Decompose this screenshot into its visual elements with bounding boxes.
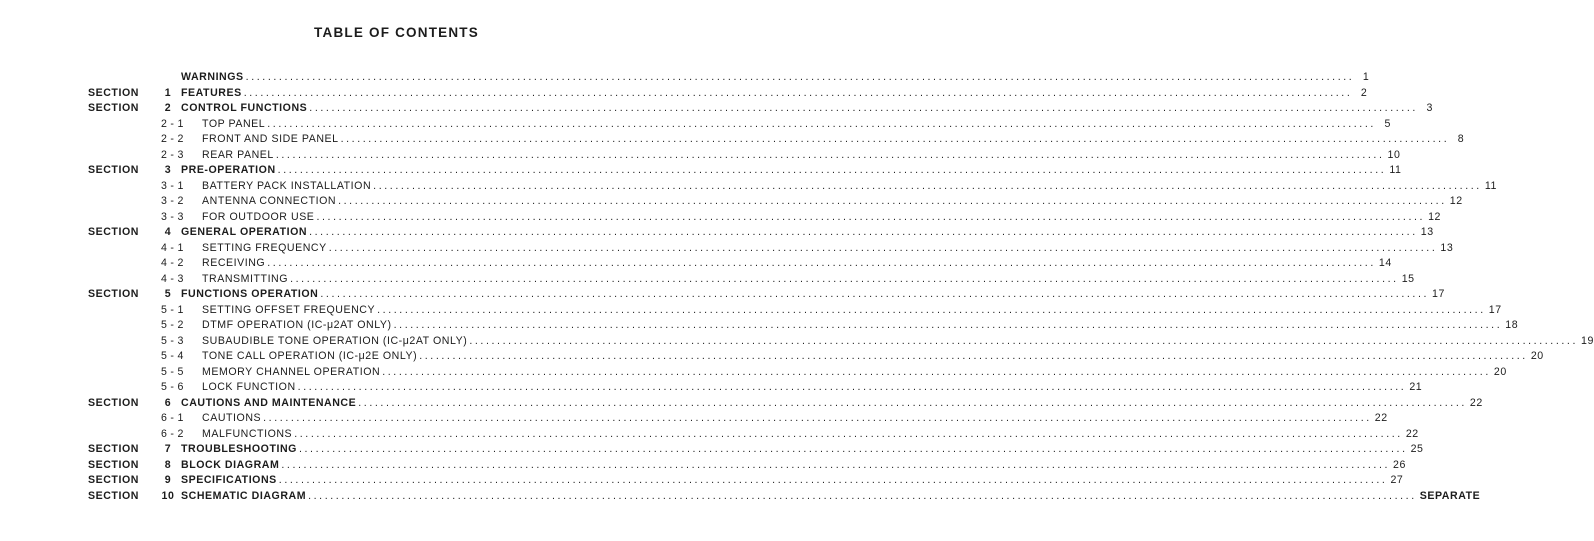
entry-title: FRONT AND SIDE PANEL bbox=[202, 133, 339, 145]
toc-entry bbox=[181, 473, 1404, 489]
entry-title: TONE CALL OPERATION (IC-μ2E ONLY) bbox=[202, 350, 418, 362]
section-label: SECTION bbox=[88, 396, 139, 409]
toc-entry bbox=[202, 411, 1388, 427]
subsection-number: 4 - 3 bbox=[161, 272, 184, 285]
page-number: 15 bbox=[1401, 272, 1415, 285]
section-label: SECTION bbox=[88, 226, 139, 238]
entry-title: PRE-OPERATION bbox=[181, 164, 276, 176]
toc-row bbox=[0, 380, 1423, 396]
page-number: 8 bbox=[1457, 133, 1465, 145]
toc-row bbox=[0, 241, 1454, 257]
section-label: SECTION bbox=[88, 458, 139, 471]
toc-entry bbox=[202, 318, 1519, 334]
entry-title: RECEIVING bbox=[202, 257, 266, 269]
page-number: 13 bbox=[1440, 241, 1454, 254]
dot-leader: ........................................................................................................................................................................................................ bbox=[277, 164, 1387, 176]
toc-row bbox=[0, 132, 1465, 148]
section-number: 8 bbox=[164, 458, 172, 471]
entry-title: SUBAUDIBLE TONE OPERATION (IC-μ2AT ONLY) bbox=[202, 334, 468, 347]
dot-leader: ........................................................................................................................................................................................................ bbox=[469, 334, 1578, 347]
page-number: 20 bbox=[1530, 350, 1544, 362]
dot-leader: ........................................................................................................................................................................................................ bbox=[393, 319, 1503, 331]
entry-title: FOR OUTDOOR USE bbox=[202, 210, 315, 223]
entry-title: GENERAL OPERATION bbox=[181, 226, 308, 238]
dot-leader: ........................................................................................................................................................................................................ bbox=[358, 396, 1467, 409]
toc-entry bbox=[181, 70, 1370, 86]
toc-entry bbox=[181, 86, 1368, 102]
entry-title: LOCK FUNCTION bbox=[202, 381, 296, 393]
toc-entry bbox=[202, 117, 1391, 133]
page-number: 10 bbox=[1387, 148, 1401, 161]
toc-row bbox=[0, 365, 1507, 381]
page-number: 14 bbox=[1378, 257, 1392, 269]
page-number: 12 bbox=[1449, 195, 1463, 207]
subsection-number: 6 - 2 bbox=[161, 427, 184, 440]
section-label: SECTION bbox=[88, 489, 139, 502]
toc-entry bbox=[202, 210, 1441, 226]
dot-leader: ........................................................................................................................................................................................................ bbox=[328, 241, 1438, 254]
dot-leader: ........................................................................................................................................................................................................ bbox=[281, 458, 1391, 471]
toc-row bbox=[0, 86, 1368, 102]
page-number: 5 bbox=[1384, 117, 1391, 130]
toc-entry bbox=[181, 287, 1445, 303]
section-number: 3 bbox=[164, 164, 172, 176]
entry-title: SETTING FREQUENCY bbox=[202, 241, 327, 254]
toc-entry bbox=[202, 194, 1463, 210]
subsection-number: 4 - 2 bbox=[161, 257, 184, 269]
entry-title: CAUTIONS AND MAINTENANCE bbox=[181, 396, 357, 409]
section-number: 4 bbox=[164, 226, 172, 238]
toc-row bbox=[0, 179, 1497, 195]
toc-row bbox=[0, 427, 1419, 443]
entry-title: SCHEMATIC DIAGRAM bbox=[181, 489, 307, 502]
toc-row bbox=[0, 287, 1445, 303]
toc-entry bbox=[181, 225, 1434, 241]
toc-entry bbox=[202, 179, 1497, 195]
toc-entry bbox=[181, 101, 1433, 117]
dot-leader: ........................................................................................................................................................................................................ bbox=[308, 489, 1417, 502]
subsection-number: 3 - 2 bbox=[161, 195, 184, 207]
section-label: SECTION bbox=[88, 86, 139, 99]
toc-entry bbox=[181, 396, 1483, 412]
section-number: 6 bbox=[164, 396, 172, 409]
page-number: SEPARATE bbox=[1419, 489, 1481, 502]
dot-leader: ........................................................................................................................................................................................................ bbox=[243, 86, 1353, 99]
entry-title: BLOCK DIAGRAM bbox=[181, 458, 280, 471]
dot-leader: ........................................................................................................................................................................................................ bbox=[340, 133, 1450, 145]
entry-title: TROUBLESHOOTING bbox=[181, 443, 297, 455]
entry-title: TOP PANEL bbox=[202, 117, 266, 130]
toc-row bbox=[0, 303, 1502, 319]
dot-leader: ........................................................................................................................................................................................................ bbox=[373, 179, 1482, 192]
subsection-number: 2 - 3 bbox=[161, 148, 184, 161]
toc-entry bbox=[181, 458, 1406, 474]
dot-leader: ........................................................................................................................................................................................................ bbox=[377, 303, 1486, 316]
page-number: 17 bbox=[1432, 288, 1445, 300]
page-number: 22 bbox=[1405, 427, 1419, 440]
section-label: SECTION bbox=[88, 474, 139, 486]
section-label: SECTION bbox=[88, 288, 139, 300]
subsection-number: 3 - 1 bbox=[161, 179, 184, 192]
toc-row bbox=[0, 117, 1391, 133]
dot-leader: ........................................................................................................................................................................................................ bbox=[419, 350, 1528, 362]
page-number: 19 bbox=[1581, 334, 1594, 347]
dot-leader: ........................................................................................................................................................................................................ bbox=[297, 381, 1407, 393]
toc-row bbox=[0, 458, 1406, 474]
toc-row bbox=[0, 334, 1594, 350]
entry-title: CONTROL FUNCTIONS bbox=[181, 102, 308, 114]
section-number: 7 bbox=[164, 443, 172, 455]
dot-leader: ........................................................................................................................................................................................................ bbox=[320, 288, 1430, 300]
toc-entry bbox=[202, 272, 1415, 288]
page-number: 20 bbox=[1493, 365, 1507, 378]
entry-title: REAR PANEL bbox=[202, 148, 274, 161]
toc-row bbox=[0, 396, 1483, 412]
page-number: 11 bbox=[1484, 179, 1497, 192]
toc-row bbox=[0, 318, 1519, 334]
subsection-number: 3 - 3 bbox=[161, 210, 184, 223]
dot-leader: ........................................................................................................................................................................................................ bbox=[245, 71, 1355, 83]
dot-leader: ........................................................................................................................................................................................................ bbox=[275, 148, 1385, 161]
page-number: 18 bbox=[1505, 319, 1519, 331]
dot-leader: ........................................................................................................................................................................................................ bbox=[382, 365, 1491, 378]
dot-leader: ........................................................................................................................................................................................................ bbox=[278, 474, 1388, 486]
dot-leader: ........................................................................................................................................................................................................ bbox=[316, 210, 1426, 223]
section-number: 9 bbox=[164, 474, 172, 486]
page-number: 21 bbox=[1409, 381, 1423, 393]
entry-title: BATTERY PACK INSTALLATION bbox=[202, 179, 372, 192]
toc-entry bbox=[202, 427, 1419, 443]
page-title: TABLE OF CONTENTS bbox=[314, 25, 479, 40]
entry-title: CAUTIONS bbox=[202, 412, 262, 424]
subsection-number: 5 - 6 bbox=[161, 381, 184, 393]
page-number: 26 bbox=[1393, 458, 1406, 471]
subsection-number: 5 - 5 bbox=[161, 365, 184, 378]
dot-leader: ........................................................................................................................................................................................................ bbox=[267, 117, 1376, 130]
toc-row bbox=[0, 163, 1402, 179]
toc-row bbox=[0, 148, 1401, 164]
section-number: 10 bbox=[161, 489, 175, 502]
section-label: SECTION bbox=[88, 443, 139, 455]
toc-entry bbox=[202, 349, 1544, 365]
toc-row bbox=[0, 225, 1434, 241]
page-number: 27 bbox=[1390, 474, 1404, 486]
section-label: SECTION bbox=[88, 164, 139, 176]
dot-leader: ........................................................................................................................................................................................................ bbox=[267, 257, 1376, 269]
subsection-number: 5 - 4 bbox=[161, 350, 184, 362]
subsection-number: 5 - 3 bbox=[161, 334, 184, 347]
section-number: 5 bbox=[164, 288, 172, 300]
toc-row bbox=[0, 473, 1404, 489]
toc-entry bbox=[202, 256, 1392, 272]
toc-row bbox=[0, 272, 1415, 288]
page-number: 12 bbox=[1428, 210, 1441, 223]
page-number: 3 bbox=[1426, 102, 1433, 114]
toc-list bbox=[0, 70, 1594, 504]
section-number: 1 bbox=[164, 86, 172, 99]
dot-leader: ........................................................................................................................................................................................................ bbox=[309, 226, 1418, 238]
toc-row bbox=[0, 194, 1463, 210]
entry-title: SPECIFICATIONS bbox=[181, 474, 277, 486]
entry-title: MALFUNCTIONS bbox=[202, 427, 293, 440]
subsection-number: 2 - 1 bbox=[161, 117, 184, 130]
entry-title: MEMORY CHANNEL OPERATION bbox=[202, 365, 381, 378]
dot-leader: ........................................................................................................................................................................................................ bbox=[290, 272, 1399, 285]
page-number: 22 bbox=[1469, 396, 1483, 409]
subsection-number: 5 - 1 bbox=[161, 303, 184, 316]
entry-title: WARNINGS bbox=[181, 71, 244, 83]
toc-row bbox=[0, 210, 1441, 226]
subsection-number: 2 - 2 bbox=[161, 133, 184, 145]
entry-title: TRANSMITTING bbox=[202, 272, 289, 285]
toc-row bbox=[0, 70, 1370, 86]
subsection-number: 5 - 2 bbox=[161, 319, 184, 331]
toc-entry bbox=[202, 365, 1507, 381]
page-number: 25 bbox=[1410, 443, 1424, 455]
section-number: 2 bbox=[164, 102, 172, 114]
toc-entry bbox=[202, 380, 1423, 396]
toc-entry bbox=[202, 334, 1594, 350]
toc-row bbox=[0, 442, 1424, 458]
subsection-number: 6 - 1 bbox=[161, 412, 184, 424]
toc-entry bbox=[202, 241, 1454, 257]
toc-row bbox=[0, 411, 1388, 427]
toc-entry bbox=[202, 148, 1401, 164]
toc-row bbox=[0, 256, 1392, 272]
entry-title: FUNCTIONS OPERATION bbox=[181, 288, 319, 300]
toc-entry bbox=[181, 489, 1481, 505]
entry-title: SETTING OFFSET FREQUENCY bbox=[202, 303, 376, 316]
toc-row bbox=[0, 349, 1544, 365]
toc-entry bbox=[181, 442, 1424, 458]
toc-entry bbox=[202, 132, 1465, 148]
dot-leader: ........................................................................................................................................................................................................ bbox=[298, 443, 1408, 455]
dot-leader: ........................................................................................................................................................................................................ bbox=[294, 427, 1403, 440]
toc-row bbox=[0, 489, 1481, 505]
page-number: 1 bbox=[1362, 71, 1370, 83]
entry-title: FEATURES bbox=[181, 86, 242, 99]
subsection-number: 4 - 1 bbox=[161, 241, 184, 254]
dot-leader: ........................................................................................................................................................................................................ bbox=[309, 102, 1418, 114]
toc-row bbox=[0, 101, 1433, 117]
dot-leader: ........................................................................................................................................................................................................ bbox=[263, 412, 1372, 424]
section-label: SECTION bbox=[88, 102, 139, 114]
page-number: 22 bbox=[1374, 412, 1388, 424]
toc-entry bbox=[202, 303, 1502, 319]
page-number: 17 bbox=[1488, 303, 1502, 316]
page-number: 2 bbox=[1360, 86, 1368, 99]
page-number: 11 bbox=[1389, 164, 1402, 176]
dot-leader: ........................................................................................................................................................................................................ bbox=[338, 195, 1447, 207]
toc-entry bbox=[181, 163, 1402, 179]
entry-title: ANTENNA CONNECTION bbox=[202, 195, 337, 207]
entry-title: DTMF OPERATION (IC-μ2AT ONLY) bbox=[202, 319, 392, 331]
page-number: 13 bbox=[1420, 226, 1434, 238]
